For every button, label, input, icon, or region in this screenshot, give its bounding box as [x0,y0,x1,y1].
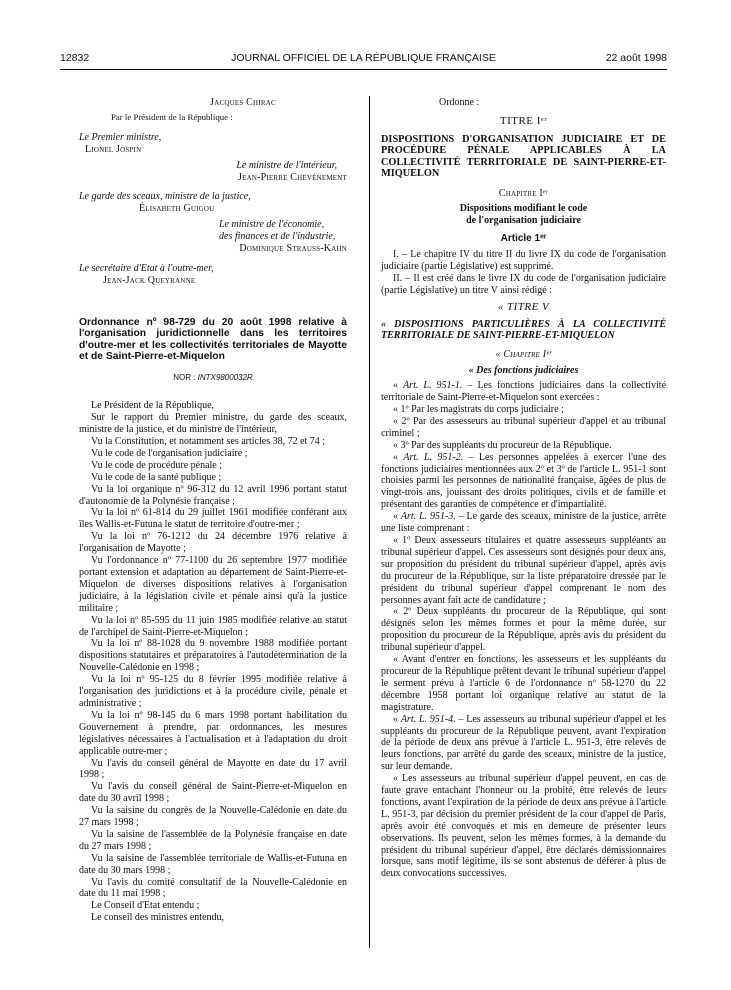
article-paragraph: « Art. L. 951-2. – Les personnes appelées à exercer l'une des fonctions judiciaires mentionnées aux 2º et 3º de l'article L. 951-1 sont choisies parmi les personnes de nationalité française, âgées de plus de vingt-trois ans, jouissant des droits politiques, civils et de famille et présentant des garanties de compétence et d'impartialité. [381,451,666,511]
preamble-paragraph: Le Conseil d'Etat entendu ; [91,900,200,912]
article-paragraph: « Art. L. 951-4. – Les assesseurs au tribunal supérieur d'appel et les suppléants du procureur de la République peuvent, avant l'expiration de la période de deux ans prévue à l'article L. 951-3, être relevés de leurs fonctions, par arrêté du garde des sceaux, ministre de la justice, sur leur demande. [381,713,666,773]
par-le-president: Par le Président de la République : [111,111,233,122]
justice-name: Élisabeth Guigou [139,203,215,215]
article-paragraph: « Avant d'entrer en fonctions, les assesseurs et les suppléants du procureur de la République prêtent devant le tribunal supérieur d'appel le serment prévu à l'article 6 de l'ordonnance nº 58-1270 du 22 décembre 1958 portant loi organique relative au statut de la magistrature. [381,654,666,713]
article-paragraph: « 3º Par des suppléants du procureur de la République. [393,439,612,451]
chapitre-1-heading-line-1: Dispositions modifiant le code [459,203,588,215]
article-paragraph: « Art. L. 951-1. – Les fonctions judiciaires dans la collectivité territoriale de Saint-Pierre-et-Miquelon sont exercées : [381,380,667,404]
preamble-paragraph: Vu l'avis du comité consultatif de la Nouvelle-Calédonie en date du 11 mai 1998 ; [79,876,347,900]
preamble-paragraph: Vu la saisine du congrès de la Nouvelle-Calédonie en date du 27 mars 1998 ; [79,805,347,829]
column-divider [369,96,370,948]
preamble-paragraph: Vu le code de procédure pénale ; [91,459,223,471]
journal-title: JOURNAL OFFICIEL DE LA RÉPUBLIQUE FRANÇAISE [231,52,496,64]
header-rule [60,69,667,70]
page-header [60,52,667,66]
article-1-paragraph-1: I. – Le chapitre IV du titre II du livre IX du code de l'organisation judiciaire (partie Législative) est supprimé. [381,249,666,272]
pm-name: Lionel Jospin [85,143,142,155]
article-1-heading: Article 1ᵉʳ [500,233,547,245]
article-paragraph: « 1º Par les magistrats du corps judiciaire ; [393,404,564,416]
nor-code: INTX9800032R [197,373,253,383]
ordonne-label: Ordonne : [439,97,480,108]
preamble-paragraph: Vu le code de la santé publique ; [91,471,222,483]
preamble-paragraph: Vu la loi nº 76-1212 du 24 décembre 1976 relative à l'organisation de Mayotte ; [79,531,347,555]
president-signature: Jacques Chirac [210,97,276,108]
preamble-paragraph: Vu la loi nº 95-125 du 8 février 1995 modifiée relative à l'organisation des juridictions et à la procédure civile, pénale et administrative ; [79,674,347,709]
article-paragraph: « 2º Par des assesseurs au tribunal supérieur d'appel et au tribunal criminel ; [381,415,666,439]
preamble-paragraph: Vu la loi nº 88-1028 du 9 novembre 1988 modifiée portant dispositions statutaires et préparatoires à l'autodétermination de la Nouvelle-Calédonie en 1998 ; [79,638,347,674]
titre-v-label: « TITRE V [497,300,550,313]
preamble-paragraph: Vu la Constitution, et notamment ses articles 38, 72 et 74 ; [91,436,326,448]
preamble-paragraph: Vu la saisine de l'assemblée territoriale de Wallis-et-Futuna en date du 30 mars 1998 ; [79,852,347,876]
preamble-paragraph: Vu le code de l'organisation judiciaire ; [91,447,248,459]
titre-v-heading: « DISPOSITIONS PARTICULIÈRES À LA COLLECTIVITÉ TERRITORIALE DE SAINT-PIERRE-ET-MIQUELON [381,318,666,341]
article-paragraph: « 1º Deux assesseurs titulaires et quatre assesseurs suppléants au tribunal supérieur d'appel. Ces assesseurs sont désignés pour deux ans, sur proposition du président du tribunal supérieur d'appel, après avis du procureur de la République, sur la liste préparatoire dressée par le président du tribunal supérieur d'appel comprenant le nom des personnes ayant fait acte de candidature ; [381,535,666,606]
section-heading: « Des fonctions judiciaires [468,365,579,377]
economy-title-2: des finances et de l'industrie, [219,231,336,243]
preamble-paragraph: Vu la loi nº 98-145 du 6 mars 1998 portant habilitation du Gouvernement à prendre, par ordonnances, les mesures législatives nécessaires à l'actualisation et à l'adaptation du droit applicable outre-mer ; [79,709,347,757]
outremer-name: Jean-Jack Queyranne [103,274,196,286]
article-1-paragraph-2: II. – Il est créé dans le livre IX du code de l'organisation judiciaire (partie Législative) un titre V ainsi rédigé : [381,272,666,296]
page-number: 12832 [60,52,90,64]
justice-title: Le garde des sceaux, ministre de la justice, [79,191,251,203]
article-paragraph: « Art. L. 951-3. – Le garde des sceaux, ministre de la justice, arrête une liste comprenant : [381,511,667,535]
preamble-paragraph: Le Président de la République, [91,400,215,412]
preamble-paragraph: Sur le rapport du Premier ministre, du garde des sceaux, ministre de la justice, et du ministre de l'intérieur, [79,412,347,436]
preamble-paragraph: Vu l'avis du conseil général de Mayotte en date du 17 avril 1998 ; [79,757,347,781]
article-body [381,380,666,880]
economy-name: Dominique Strauss-Kahn [239,243,347,255]
issue-date: 22 août 1998 [605,52,667,64]
interior-name: Jean-Pierre Chevènement [238,171,347,183]
preamble-paragraph: Vu la loi nº 85-595 du 11 juin 1985 modifiée relative au statut de l'archipel de Saint-Pierre-et-Miquelon ; [79,614,347,638]
preamble-paragraph: Le conseil des ministres entendu, [91,912,225,924]
economy-title-1: Le ministre de l'économie, [219,219,325,231]
preamble-paragraph: Vu l'avis du conseil général de Saint-Pierre-et-Miquelon en date du 30 avril 1998 ; [79,781,347,805]
article-paragraph: « 2º Deux suppléants du procureur de la République, qui sont désignés selon les mêmes formes et pour la même durée, sur proposition du procureur de la République, après avis du président du tribunal supérieur d'appel. [381,606,666,654]
titre-1-label: TITRE Iᵉʳ [499,114,548,127]
left-column [79,97,347,924]
interior-title: Le ministre de l'intérieur, [236,159,337,171]
preamble-paragraph: Vu la loi organique nº 96-312 du 12 avril 1996 portant statut d'autonomie de la Polynésie française ; [79,483,347,507]
chapitre-v1-label: « Chapitre Iᵉʳ [495,349,552,361]
nor-label: NOR : [173,373,198,383]
nor-reference [79,372,347,384]
titre-1-heading: DISPOSITIONS D'ORGANISATION JUDICIAIRE ET DE PROCÉDURE PÉNALE APPLICABLES À LA COLLECTIVITÉ TERRITORIALE DE SAINT-PIERRE-ET-MIQUELON [381,133,666,180]
preamble-paragraph: Vu l'ordonnance nº 77-1100 du 26 septembre 1977 modifiée portant extension et adaptation au département de Saint-Pierre-et-Miquelon de diverses dispositions relatives à l'organisation judiciaire, à la législation civile et pénale ainsi qu'à la justice militaire ; [79,555,347,614]
pm-title: Le Premier ministre, [79,131,162,143]
ordinance-title: Ordonnance nº 98-729 du 20 août 1998 relative à l'organisation juridictionnelle dans les territoires d'outre-mer et les collectivités territoriales de Mayotte et de Saint-Pierre-et-Miquelon [79,316,347,362]
preamble-paragraph: Vu la loi nº 61-814 du 29 juillet 1961 modifiée conférant aux îles Wallis-et-Futuna le statut de territoire d'outre-mer ; [79,507,347,531]
preamble-paragraph: Vu la saisine de l'assemblée de la Polynésie française en date du 27 mars 1998 ; [79,828,347,852]
outremer-title: Le secrétaire d'Etat à l'outre-mer, [79,262,214,274]
right-column [381,97,666,880]
preamble [79,400,347,924]
chapitre-1-heading-line-2: de l'organisation judiciaire [466,215,581,227]
article-paragraph: « Les assesseurs au tribunal supérieur d'appel peuvent, en cas de faute grave entachant l'honneur ou la probité, être relevés de leurs fonctions, avant l'expiration de la période de deux ans prévue à l'article L. 951-3, par décision du premier président de la cour d'appel de Paris, après avoir été convoqués et mis en demeure de présenter leurs observations. Ils peuvent, selon les mêmes formes, à la demande du président du tribunal supérieur d'appel, être déclarés démissionnaires lorsque, sans motif légitime, ils se sont abstenus de déférer à plus de deux convocations successives. [381,773,666,880]
chapitre-1-label: Chapitre Iᵉʳ [498,188,549,200]
